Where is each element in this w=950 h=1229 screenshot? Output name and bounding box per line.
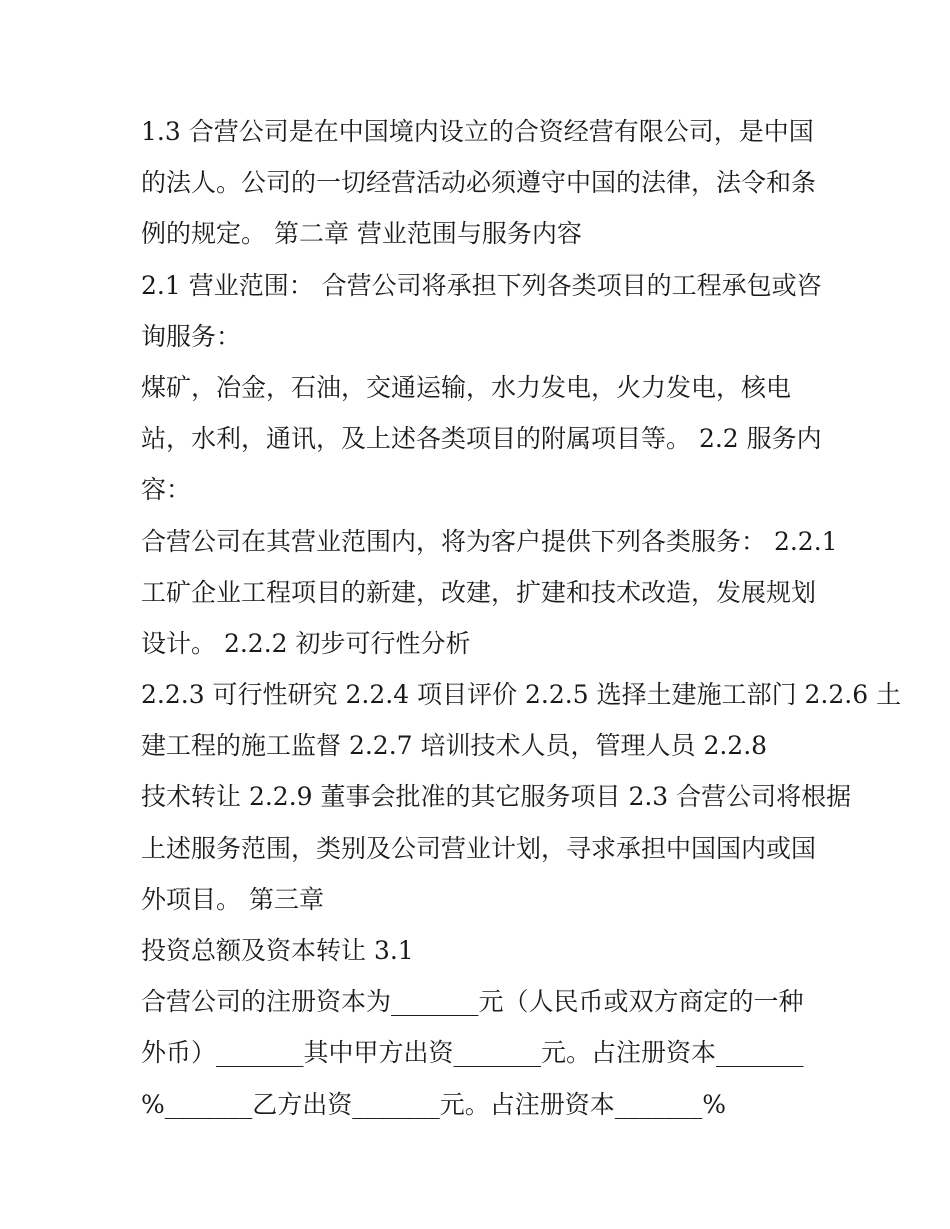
text-line-4: 2.1 营业范围： 合营公司将承担下列各类项目的工程承包或咨 bbox=[141, 270, 822, 300]
text-line-17: 投资总额及资本转让 3.1 bbox=[141, 936, 414, 965]
text-line-6: 煤矿，冶金，石油，交通运输，水力发电，火力发电，核电 bbox=[141, 372, 792, 402]
text-line-13: 建工程的施工监督 2.2.7 培训技术人员，管理人员 2.2.8 bbox=[141, 731, 768, 761]
text-line-1: 1.3 合营公司是在中国境内设立的合资经营有限公司，是中国 bbox=[141, 117, 814, 146]
body-text bbox=[141, 106, 902, 1130]
text-line-3: 例的规定。 第二章 营业范围与服务内容 bbox=[141, 219, 582, 249]
text-line-10: 工矿企业工程项目的新建，改建，扩建和技术改造，发展规划 bbox=[141, 577, 817, 607]
text-line-8: 容： bbox=[141, 475, 192, 505]
text-line-2: 的法人。公司的一切经营活动必须遵守中国的法律，法令和条 bbox=[141, 168, 817, 198]
text-line-5: 询服务： bbox=[141, 321, 242, 351]
text-line-7: 站，水利，通讯，及上述各类项目的附属项目等。 2.2 服务内 bbox=[141, 424, 822, 454]
text-line-19: 外币）_______其中甲方出资_______元。占注册资本_______ bbox=[141, 1038, 804, 1068]
text-line-18: 合营公司的注册资本为_______元（人民币或双方商定的一种 bbox=[141, 987, 804, 1017]
text-line-9: 合营公司在其营业范围内，将为客户提供下列各类服务： 2.2.1 bbox=[141, 526, 838, 556]
text-line-14: 技术转让 2.2.9 董事会批准的其它服务项目 2.3 合营公司将根据 bbox=[141, 782, 852, 812]
text-line-20: %_______乙方出资_______元。占注册资本_______% bbox=[141, 1089, 727, 1119]
text-line-15: 上述服务范围，类别及公司营业计划，寻求承担中国国内或国 bbox=[141, 833, 817, 863]
text-line-16: 外项目。 第三章 bbox=[141, 884, 324, 914]
text-line-12: 2.2.3 可行性研究 2.2.4 项目评价 2.2.5 选择土建施工部门 2.2.6 土 bbox=[141, 680, 902, 710]
text-line-11: 设计。 2.2.2 初步可行性分析 bbox=[141, 628, 471, 658]
